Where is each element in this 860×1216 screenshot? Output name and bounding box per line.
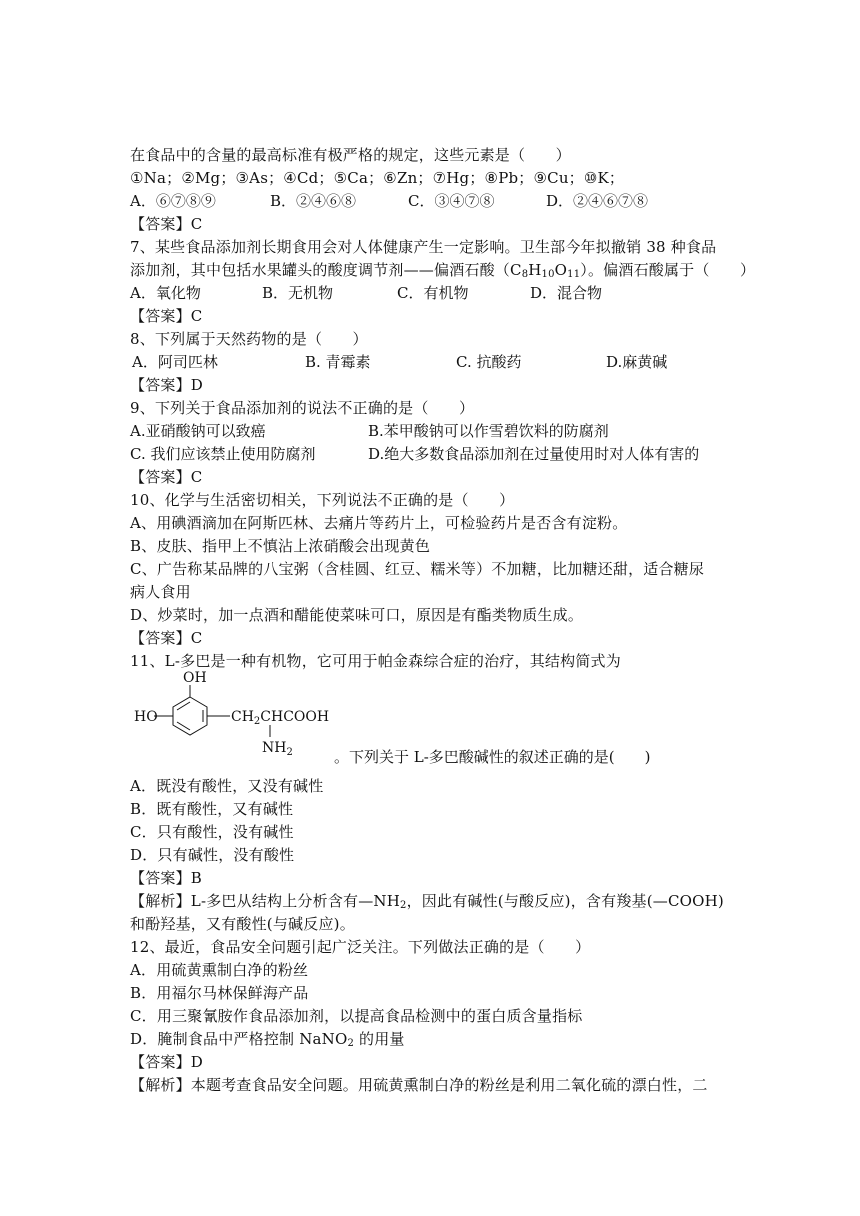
q7-option-c: C．有机物 xyxy=(397,284,469,302)
q7-text-a: 添加剂，其中包括水果罐头的酸度调节剂——偏酒石酸（C xyxy=(130,261,522,279)
q8-option-b: B. 青霉素 xyxy=(305,353,371,371)
q7-text-b: ）。偏酒石酸属于（ ） xyxy=(580,261,756,279)
q12-option-a: A．用硫黄熏制白净的粉丝 xyxy=(130,961,309,979)
q8-option-c: C. 抗酸药 xyxy=(456,353,522,371)
q6-answer: 【答案】C xyxy=(130,215,203,233)
q10-answer: 【答案】C xyxy=(130,629,203,647)
q10-option-d: D、炒菜时，加一点酒和醋能使菜味可口，原因是有酯类物质生成。 xyxy=(130,606,584,624)
q7-answer: 【答案】C xyxy=(130,307,203,325)
q6-option-d: D．②④⑥⑦⑧ xyxy=(546,192,649,210)
q11-exp-sub: 2 xyxy=(400,900,407,911)
structure-side-chain: $CH_2CHCOOH$ xyxy=(231,709,330,727)
q11-explanation-line-2: 和酚羟基，又有酸性(与碱反应)。 xyxy=(130,915,355,933)
q12-answer: 【答案】D xyxy=(130,1053,204,1071)
q12-d-text-a: D．腌制食品中严格控制 NaNO xyxy=(130,1030,348,1048)
q11-option-d: D．只有碱性，没有酸性 xyxy=(130,846,295,864)
q12-option-b: B．用福尔马林保鲜海产品 xyxy=(130,984,309,1002)
question-9: 9、下列关于食品添加剂的说法不正确的是（ ） xyxy=(130,399,475,417)
q11-answer: 【答案】B xyxy=(130,869,203,887)
q7-option-a: A．氧化物 xyxy=(130,284,201,302)
q11-option-a: A．既没有酸性，又没有碱性 xyxy=(130,777,324,795)
q12-option-c: C．用三聚氰胺作食品添加剂，以提高食品检测中的蛋白质含量指标 xyxy=(130,1007,583,1025)
q7-option-b: B．无机物 xyxy=(262,284,334,302)
structure-nh2-label: $NH_2$ xyxy=(262,740,293,758)
q11-option-b: B．既有酸性，又有碱性 xyxy=(130,800,294,818)
question-8: 8、下列属于天然药物的是（ ） xyxy=(130,330,368,348)
q9-option-b: B.苯甲酸钠可以作雪碧饮料的防腐剂 xyxy=(368,422,609,440)
q9-option-d: D.绝大多数食品添加剂在过量使用时对人体有害的 xyxy=(368,445,700,463)
q8-option-a: A．阿司匹林 xyxy=(132,353,218,371)
q8-answer: 【答案】D xyxy=(130,376,204,394)
q9-option-a: A.亚硝酸钠可以致癌 xyxy=(130,422,266,440)
q11-explanation-line-1 xyxy=(130,890,724,912)
q12-explanation: 【解析】本题考查食品安全问题。用硫黄熏制白净的粉丝是利用二氧化硫的漂白性，二 xyxy=(130,1076,708,1094)
q10-option-b: B、皮肤、指甲上不慎沾上浓硝酸会出现黄色 xyxy=(130,537,431,555)
q12-d-sub: 2 xyxy=(347,1038,355,1049)
question-12: 12、最近，食品安全问题引起广泛关注。下列做法正确的是（ ） xyxy=(130,938,591,956)
q12-d-text-b: 的用量 xyxy=(354,1030,405,1048)
question-11: 11、L-多巴是一种有机物，它可用于帕金森综合症的治疗，其结构简式为 xyxy=(130,652,621,670)
q7-sub-c: 8 xyxy=(521,269,529,280)
q11-exp-b: ，因此有碱性(与酸反应)，含有羧基(—COOH) xyxy=(406,892,724,910)
q10-option-c-line-1: C、广告称某品牌的八宝粥（含桂圆、红豆、糯米等）不加糖，比加糖还甜，适合糖尿 xyxy=(130,560,705,578)
q9-answer: 【答案】C xyxy=(130,468,203,486)
q9-option-c: C. 我们应该禁止使用防腐剂 xyxy=(130,445,316,463)
question-7-line-1: 7、某些食品添加剂长期食用会对人体健康产生一定影响。卫生部今年拟撤销 38 种食品 xyxy=(130,238,717,256)
l-dopa-structure-diagram xyxy=(130,668,340,760)
q6-option-b: B．②④⑥⑧ xyxy=(270,192,357,210)
question-10: 10、化学与生活密切相关，下列说法不正确的是（ ） xyxy=(130,491,515,509)
q10-option-a: A、用碘酒滴加在阿斯匹林、去痛片等药片上，可检验药片是否含有淀粉。 xyxy=(130,514,628,532)
q7-text-o: O xyxy=(554,261,568,279)
q10-option-c-line-2: 病人食用 xyxy=(130,583,191,601)
q7-option-d: D．混合物 xyxy=(530,284,603,302)
q8-option-d: D.麻黄碱 xyxy=(606,353,668,371)
question-11-tail: 。下列关于 L-多巴酸碱性的叙述正确的是( ) xyxy=(334,748,651,766)
q11-option-c: C．只有酸性，没有碱性 xyxy=(130,823,294,841)
q7-sub-o: 11 xyxy=(567,269,581,280)
structure-benzene-ring xyxy=(173,697,207,735)
question-7-line-2 xyxy=(130,259,755,281)
q12-option-d xyxy=(130,1028,405,1050)
q6-option-a: A．⑥⑦⑧⑨ xyxy=(130,192,216,210)
q6-option-c: C．③④⑦⑧ xyxy=(408,192,495,210)
q11-exp-a: 【解析】L-多巴从结构上分析含有—NH xyxy=(130,892,401,910)
q7-sub-h: 10 xyxy=(541,269,555,280)
q7-text-h: H xyxy=(528,261,542,279)
element-list: ①Na；②Mg；③As；④Cd；⑤Ca；⑥Zn；⑦Hg；⑧Pb；⑨Cu；⑩K； xyxy=(130,169,625,187)
structure-oh-label: OH xyxy=(183,670,207,686)
structure-ho-label: HO xyxy=(134,709,158,725)
question-6-stem-tail: 在食品中的含量的最高标准有极严格的规定，这些元素是（ ） xyxy=(130,146,571,164)
